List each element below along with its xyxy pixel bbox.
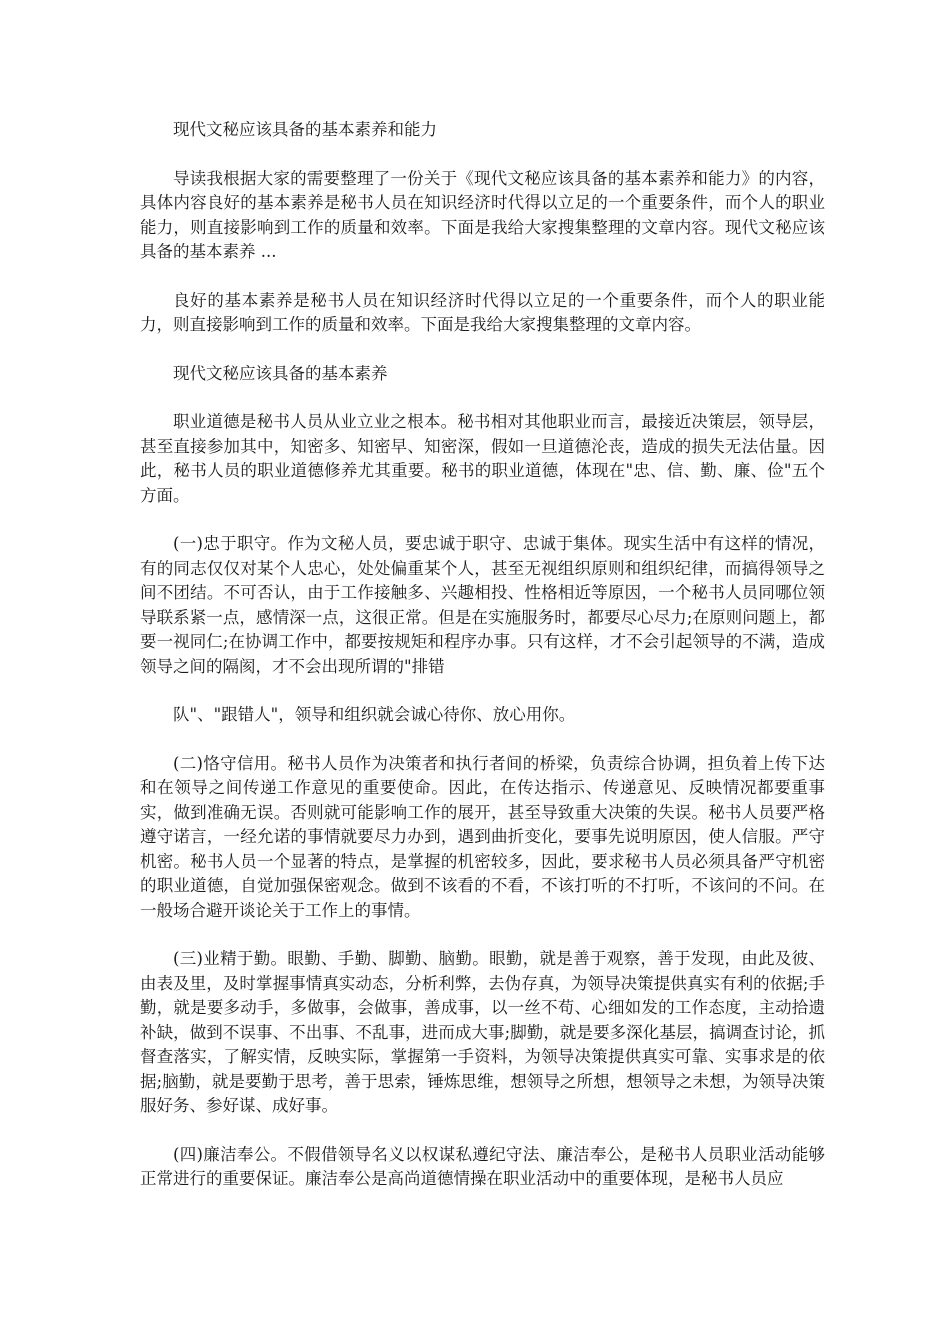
paragraph-loyalty: (一)忠于职守。作为文秘人员，要忠诚于职守、忠诚于集体。现实生活中有这样的情况，有的同志仅仅对某个人忠心，处处偏重某个人，甚至无视组织原则和组织纪律，而搞得领导之间不团结。不可否认，由于工作接触多、兴趣相投、性格相近等原因，一个秘书人员同哪位领导联系紧一点，感情深一点，这很正常。但是在实施服务时，都要尽心尽力;在原则问题上，都要一视同仁;在协调工作中，都要按规矩和程序办事。只有这样，才不会引起领导的不满，造成领导之间的隔阂，才不会出现所谓的"排错: [140, 534, 825, 676]
document-body: [140, 118, 825, 1216]
document-title: 现代文秘应该具备的基本素养和能力: [173, 120, 437, 139]
paragraph-integrity: (四)廉洁奉公。不假借领导名义以权谋私遵纪守法、廉洁奉公，是秘书人员职业活动能够正常进行的重要保证。廉洁奉公是高尚道德情操在职业活动中的重要体现，是秘书人员应: [140, 1144, 825, 1188]
section-heading: 现代文秘应该具备的基本素养: [173, 363, 388, 383]
paragraph-summary: 良好的基本素养是秘书人员在知识经济时代得以立足的一个重要条件，而个人的职业能力，则直接影响到工作的质量和效率。下面是我给大家搜集整理的文章内容。: [140, 290, 825, 334]
paragraph-intro: 导读我根据大家的需要整理了一份关于《现代文秘应该具备的基本素养和能力》的内容，具体内容良好的基本素养是秘书人员在知识经济时代得以立足的一个重要条件，而个人的职业能力，则直接影响到工作的质量和效率。下面是我给大家搜集整理的文章内容。现代文秘应该具备的基本素养 ...: [140, 168, 825, 261]
paragraph-loyalty-continued: 队"、"跟错人"，领导和组织就会诚心待你、放心用你。: [173, 705, 576, 724]
paragraph-professional-ethics: 职业道德是秘书人员从业立业之根本。秘书相对其他职业而言，最接近决策层，领导层，甚至直接参加其中，知密多、知密早、知密深，假如一旦道德沦丧，造成的损失无法估量。因此，秘书人员的职业道德修养尤其重要。秘书的职业道德，体现在"忠、信、勤、廉、俭"五个方面。: [140, 412, 825, 505]
paragraph-credibility: (二)恪守信用。秘书人员作为决策者和执行者间的桥梁，负责综合协调，担负着上传下达和在领导之间传递工作意见的重要使命。因此，在传达指示、传递意见、反映情况都要重事实，做到准确无误。否则就可能影响工作的展开，甚至导致重大决策的失误。秘书人员要严格遵守诺言，一经允诺的事情就要尽力办到，遇到曲折变化，要事先说明原因，使人信服。严守机密。秘书人员一个显著的特点，是掌握的机密较多，因此，要求秘书人员必须具备严守机密的职业道德，自觉加强保密观念。做到不该看的不看，不该打听的不打听，不该问的不问。在一般场合避开谈论关于工作上的事情。: [140, 753, 825, 920]
paragraph-diligence: (三)业精于勤。眼勤、手勤、脚勤、脑勤。眼勤，就是善于观察，善于发现，由此及彼、由表及里，及时掌握事情真实动态，分析利弊，去伪存真，为领导决策提供真实有利的依据;手勤，就是要多动手，多做事，会做事，善成事，以一丝不苟、心细如发的工作态度，主动拾遗补缺，做到不误事、不出事、不乱事，进而成大事;脚勤，就是要多深化基层，搞调查讨论，抓督查落实，了解实情，反映实际，掌握第一手资料，为领导决策提供真实可靠、实事求是的依据;脑勤，就是要勤于思考，善于思索，锤炼思维，想领导之所想，想领导之未想，为领导决策服好务、参好谋、成好事。: [140, 949, 825, 1115]
